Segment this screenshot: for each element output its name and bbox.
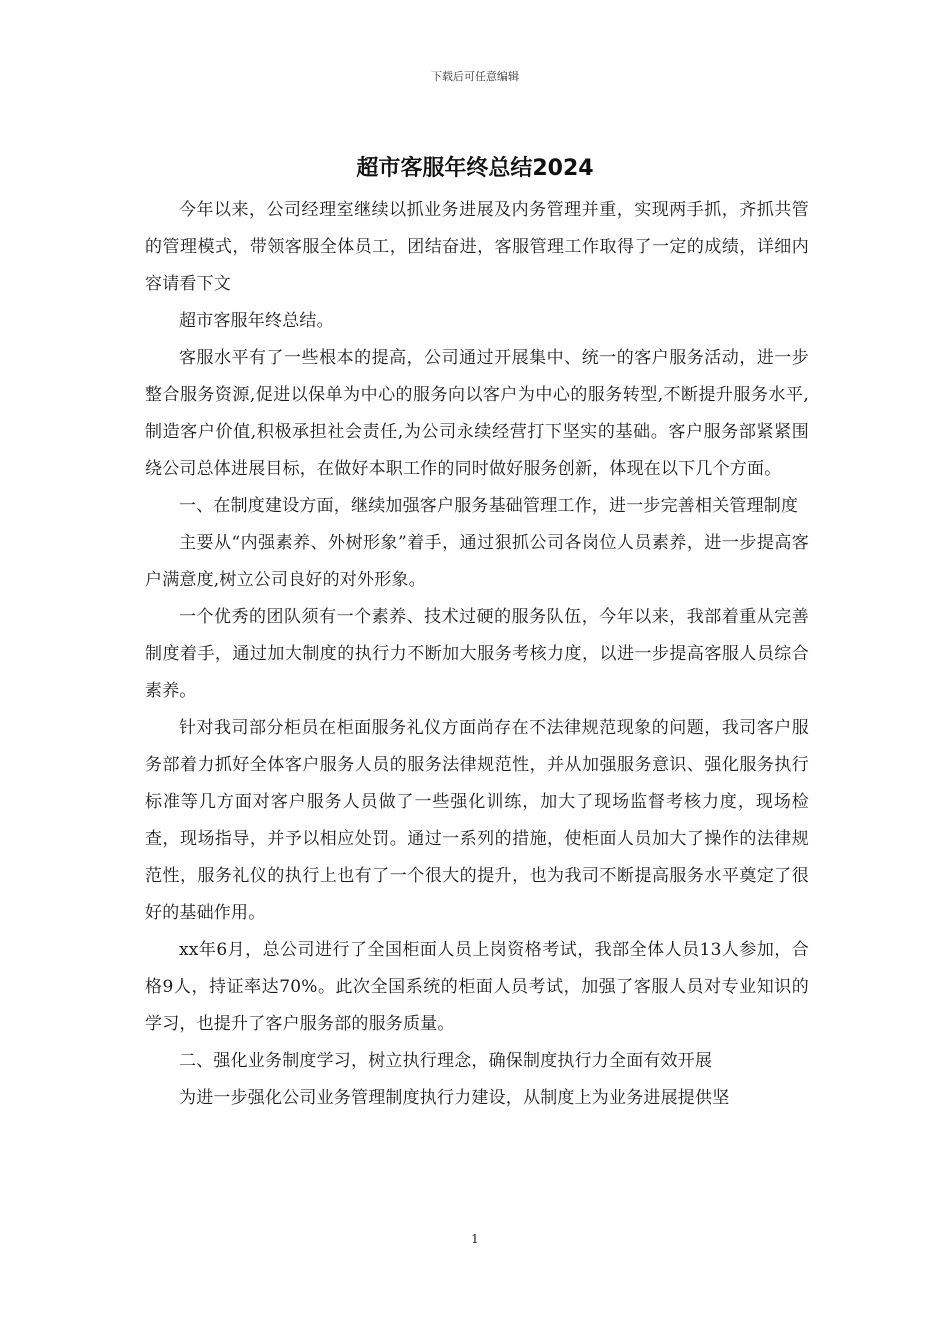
page-number: 1 [471, 1232, 479, 1246]
paragraph-section-two-heading: 二、强化业务制度学习，树立执行理念，确保制度执行力全面有效开展 [179, 1051, 713, 1071]
paragraph-image-building: 主要从“内强素养、外树形象”着手，通过狠抓公司各岗位人员素养，进一步提高客户满意度,树立公司良好的对外形象。 [145, 533, 809, 590]
document-title: 超市客服年终总结2024 [356, 156, 594, 181]
paragraph-execution-building: 为进一步强化公司业务管理制度执行力建设，从制度上为业务进展提供坚 [179, 1088, 730, 1108]
paragraph-subtitle: 超市客服年终总结。 [179, 311, 334, 331]
paragraph-service-level: 客服水平有了一些根本的提高，公司通过开展集中、统一的客户服务活动，进一步整合服务资源,促进以保单为中心的服务向以客户为中心的服务转型,不断提升服务水平,制造客户价值,积极承担社会责任,为公司永续经营打下坚实的基础。客户服务部紧紧围绕公司总体进展目标，在做好本职工作的同时做好服务创新，体现在以下几个方面。 [145, 348, 809, 479]
document-body [145, 192, 809, 1117]
paragraph-section-one-heading: 一、在制度建设方面，继续加强客户服务基础管理工作，进一步完善相关管理制度 [179, 496, 799, 516]
paragraph-certification-exam: xx年6月，总公司进行了全国柜面人员上岗资格考试，我部全体人员13人参加，合格9人，持证率达70%。此次全国系统的柜面人员考试，加强了客服人员对专业知识的学习，也提升了客户服务部的服务质量。 [145, 940, 809, 1034]
paragraph-intro: 今年以来，公司经理室继续以抓业务进展及内务管理并重，实现两手抓，齐抓共管的管理模式，带领客服全体员工，团结奋进，客服管理工作取得了一定的成绩，详细内容请看下文 [145, 200, 809, 294]
paragraph-counter-etiquette: 针对我司部分柜员在柜面服务礼仪方面尚存在不法律规范现象的问题，我司客户服务部着力抓好全体客户服务人员的服务法律规范性，并从加强服务意识、强化服务执行标准等几方面对客户服务人员做了一些强化训练，加大了现场监督考核力度，现场检查，现场指导，并予以相应处罚。通过一系列的措施，使柜面人员加大了操作的法律规范性，服务礼仪的执行上也有了一个很大的提升，也为我司不断提高服务水平奠定了很好的基础作用。 [145, 718, 809, 923]
page-header-note: 下载后可任意编辑 [431, 70, 519, 83]
paragraph-team-quality: 一个优秀的团队须有一个素养、技术过硬的服务队伍，今年以来，我部着重从完善制度着手，通过加大制度的执行力不断加大服务考核力度，以进一步提高客服人员综合素养。 [145, 607, 809, 701]
